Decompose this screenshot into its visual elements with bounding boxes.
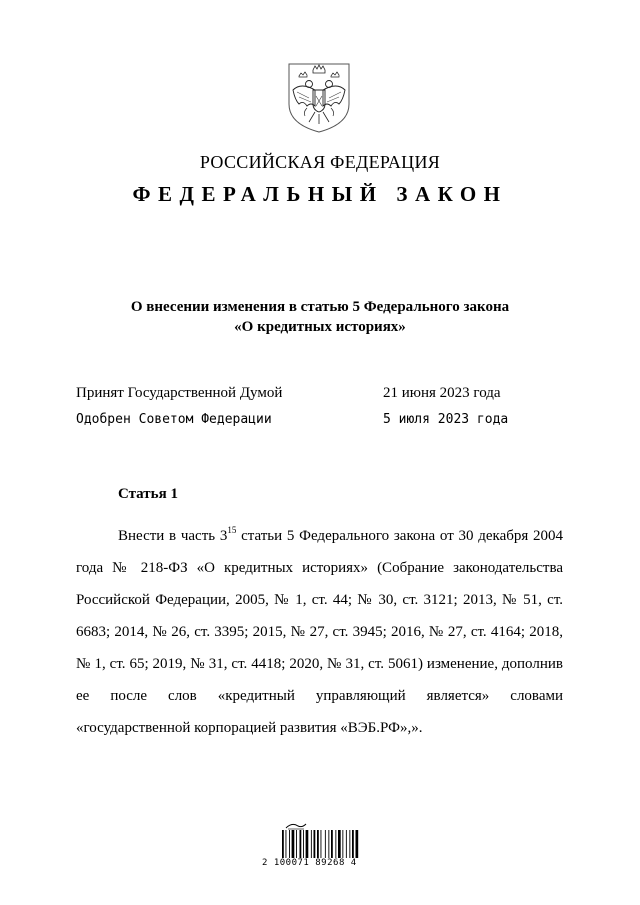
approved-by-label: Одобрен Советом Федерации — [76, 412, 272, 427]
article-body — [76, 520, 563, 744]
article-text-rest: статьи 5 Федерального закона от 30 декабря 2004 года № 218-ФЗ «О кредитных историях» (Собрание законодательства Российской Федерации, 2005, № 1, ст. 44; № 30, ст. 3121; 2013, № 51, ст. 6683; 2014, № 26, ст. 3395; 2015, № 27, ст. 3945; 2016, № 27, ст. 4164; 2018, № 1, ст. 65; 2019, № 31, ст. 4418; 2020, № 31, ст. 5061) изменение, дополнив ее после слов «кредитный управляющий является» словами «государственной корпорацией развития «ВЭБ.РФ»,». — [76, 528, 563, 736]
barcode-number: 2 100071 89268 4 — [262, 858, 357, 868]
country-name: РОССИЙСКАЯ ФЕДЕРАЦИЯ — [199, 152, 441, 172]
law-title-line-2: «О кредитных историях» — [234, 319, 406, 335]
article-text-start: Внести в часть 3 — [118, 528, 228, 544]
law-title-line-1: О внесении изменения в статью 5 Федерального закона — [130, 299, 510, 315]
approved-date: 5 июля 2023 года — [383, 412, 509, 427]
law-title — [0, 297, 640, 337]
adopted-by-label: Принят Государственной Думой — [76, 385, 283, 401]
article-superscript: 15 — [227, 525, 237, 535]
adopted-date: 21 июня 2023 года — [383, 385, 501, 401]
coat-of-arms-icon — [285, 60, 353, 136]
barcode-mark-icon — [284, 820, 308, 830]
article-heading: Статья 1 — [118, 486, 178, 502]
barcode-icon — [282, 830, 360, 858]
document-type: ФЕДЕРАЛЬНЫЙ ЗАКОН — [132, 182, 508, 206]
